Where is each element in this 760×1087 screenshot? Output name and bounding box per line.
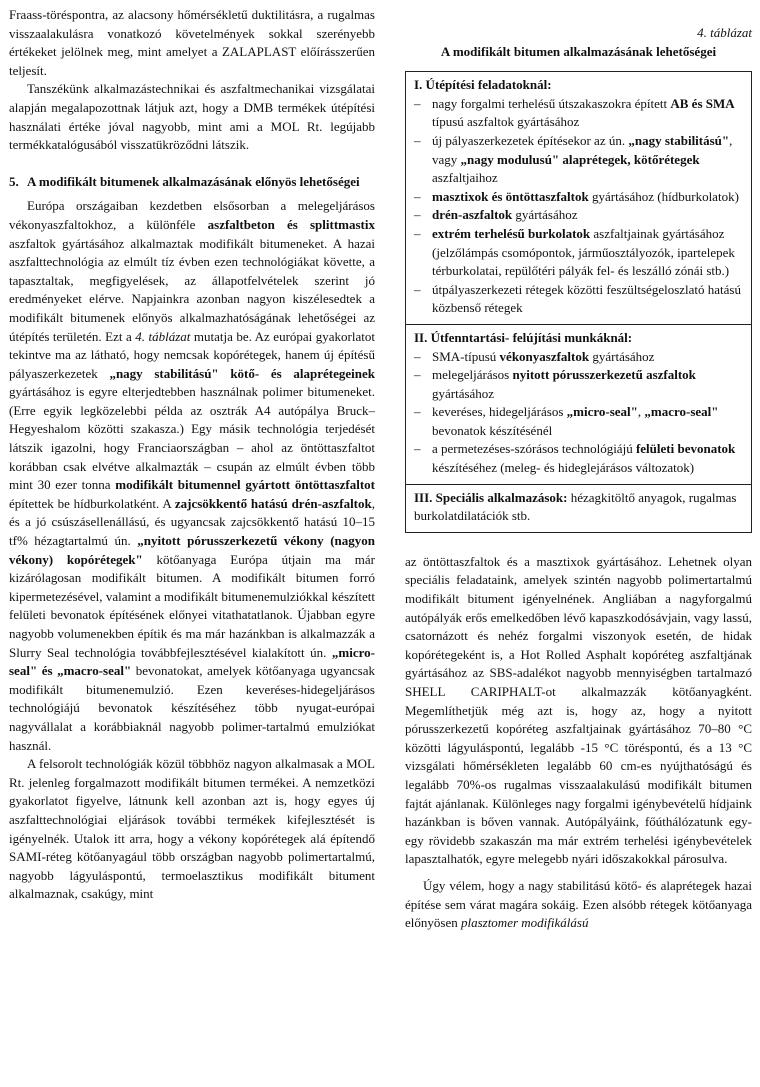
table-list-item: – keveréses, hidegeljárásos „micro-seal", „macro-seal" bevonatok készítésénél	[414, 404, 719, 438]
table-list-item: – a permetezéses-szórásos technológiájú felületi bevonatok készítéséhez (meleg- és hideglejárásos változatok)	[414, 441, 736, 476]
table-list-item: – melegeljárásos nyitott pórusszerkezetű aszfaltok gyártásához	[414, 367, 696, 401]
table-list-item: – extrém terhelésű burkolatok aszfaltjainak gyártásához (jelzőlámpás csomópontok, járműosztályozók, ipartelepek térburkolatai, repülőtéri pályák fel- és leszálló zónái stb.)	[414, 225, 735, 279]
left-column	[9, 6, 375, 904]
table-label: 4. táblázat	[697, 25, 752, 40]
paragraph: A felsorolt technológiák közül többhöz nagyon alkalmasak a MOL Rt. jelenleg forgalmazott modifikált bitumen termékei. A nemzetközi gyakorlatot figyelve, látnunk kell azonban azt is, hogy egyes új aszfalttechnológiai eljárások további termékek kifejlesztését is igényelnék. Utalok itt arra, hogy a vékony kopórétegek alá építendő SAMI-réteg kötőanyagául több országban nagyobb polimertartalmú, nagyobb lágyuláspontú, termoelasztikus modifikált bitument alkalmaznak, csakúgy, mint	[9, 756, 375, 902]
table-list-item: – SMA-típusú vékonyaszfaltok gyártásához	[414, 348, 655, 364]
table-section: III. Speciális alkalmazások: hézagkitöltő anyagok, rugalmas burkolatdilatációk stb.	[406, 484, 751, 532]
table-title: A modifikált bitumen alkalmazásának lehetőségei	[440, 43, 717, 59]
table-list-item: – útpályaszerkezeti rétegek közötti feszültségeloszlató hatású közbenső rétegek	[414, 281, 741, 316]
table-section	[406, 72, 751, 324]
section-heading	[9, 173, 375, 192]
paragraph: Európa országaiban kezdetben elsősorban a melegeljárásos vékonyaszfaltokhoz, a különféle aszfaltbeton és splittmastix aszfaltok gyártásához alkalmaztak modifikált bitumeneket. A hazai aszfalttechnológia az elmúlt tíz évben ezen technológiákat követte, a tapasztaltak, megfigyelések, az állapotfelvételek szerint jó eredményeket elérve. Napjainkra azonban nagyon kiszélesedtek a modifikált bitumenek előnyös alkalmazhatóságának lehetőségei az útépítés területén. Ezt a 4. táblázat mutatja be. Az európai gyakorlatot tekintve ma az látható, hogy nemcsak kopórétegek, hanem új építésű pályaszerkezetek „nagy stabilitású" kötő- és alaprétegeinek gyártásához is egyre elterjedtebben használnak polimer bitumeneket. (Erre egyik legközelebbi példa az osztrák A4 autópálya Bruck–Hegyeshalom közötti szakasza.) Egy másik technológia terjedését látszik igazolni, hogy Franciaországban – ahol az öntöttaszfaltot korábban csak elvétve alkalmazták – csupán az elmúlt évben több mint 30 ezer tonna modifikált bitumennel gyártott öntöttaszfaltot építettek be hídburkolatként. A zajcsökkentő hatású drén-aszfaltok, és a jó csúszásellenállású, és ugyancsak zajcsökkentő hatású 10–15 tf% hézagtartalmú ún. „nyitott pórusszerkezetű vékony (nagyon vékony) kopórétegek" kötőanyaga Európa útjain ma már kizárólagosan modifikált bitumen. A modifikált bitumen forró kipermetezésével, valamint a modifikált bitumenemulziókkal készített felületi bevonatok építésének előnyei vitathatatlanok. Újabban egyre nagyobb volumenekben építik és ma már hazánkban is alkalmazzák a Slurry Seal technológia továbbfejlesztésével kialakított ún. „micro-seal" és „macro-seal" bevonatokat, amelyek kötőanyaga ugyancsak modifikált bitumenemulzió. Ezen keveréses-hidegeljárásos technológiájú bevonatok készítéséhez több nyugat-európai nagyvállalat a korábbiaknál nagyobb polimer-tartalmú emulziókat használ.	[9, 198, 375, 753]
right-column	[405, 6, 752, 933]
paragraph: Úgy vélem, hogy a nagy stabilitású kötő- és alaprétegek hazai építése sem várat magára sokáig. Ezen alsóbb rétegek kötőanyaga előnyösen plasztomer modifikálású	[405, 877, 752, 931]
paragraph: Tanszékünk alkalmazástechnikai és aszfaltmechanikai vizsgálatai alapján megalapozottnak látjuk azt, hogy a DMB termékek útépítési használati értéke jóval nagyobb, mint ami a MOL Rt. legújabb termékkatalógusából visszatükröződni látszik.	[9, 81, 375, 153]
paragraph: az öntöttaszfaltok és a masztixok gyártásához. Lehetnek olyan speciális feladataink, amelyek szintén nagyobb polimertartalmú modifikált bitument igényelnének. Angliában a nagyforgalmú autópályák erős emelkedőben lévő kapaszkodósávjain, vagy lassú, csatornázott és nehéz forgalmi viszonyok esetén, de hidak kopórétegeként is, a Hot Rolled Asphalt kopóréteg aszfaltjának gyártásához az SBS-adalékot nagyobb mennyiségben tartalmazó SHELL CARIPHALT-ot alkalmazzák kötőanyagként. Megemlíthetjük még azt is, hogy az, hogy a nyitott pórusszerkezetű kopóréteg aszfaltjainak gyártásához 70–80 °C közötti lágyuláspontú, legalább -15 °C töréspontú, és a 13 °C vizsgálati hőmérsékleten legalább 60 cm-es nyújthatóságú és legalább 70%-os rugalmas visszaalakulású modifikált bitumen fajtát ajánlanak. Különleges nagy forgalmi igénybevételű hídjaink hazánkban is bőven vannak. Autópályáink, főúthálózatunk egy-egy rövidebb szakaszán ma már extrém terhelési igénybevételek lapasztalhatók, egyre melegebb nyári időszakokkal párosulva.	[405, 553, 752, 867]
section-title: A modifikált bitumenek alkalmazásának előnyös lehetőségei	[27, 173, 360, 189]
table-section	[406, 324, 751, 484]
paragraph: Fraass-töréspontra, az alacsony hőmérsékletű duktilitásra, a rugalmas visszaalakulásra vonatkozó követelmények sokkal szerényebb értékeket jelölnek meg, mint amelyet a ZALAPLAST előírásszerűen teljesít.	[9, 7, 375, 78]
table-section-title: III. Speciális alkalmazások:	[414, 489, 568, 505]
section-number: 5.	[9, 173, 19, 189]
table-list-item: – nagy forgalmi terhelésű útszakaszokra épített AB és SMA típusú aszfaltok gyártásához	[414, 95, 735, 130]
table-list-item: – masztixok és öntöttaszfaltok gyártásához (hídburkolatok)	[414, 188, 739, 204]
table-section-title: I. Útépítési feladatoknál:	[414, 77, 552, 93]
table-4	[405, 71, 752, 533]
table-list-item: – drén-aszfaltok gyártásához	[414, 207, 578, 223]
table-list-item: – új pályaszerkezetek építésekor az ún. „nagy stabilitású", vagy „nagy modulusú" alaprétegek, kötőrétegek aszfaltjaihoz	[414, 132, 733, 186]
table-section-title: II. Útfenntartási- felújítási munkáknál:	[414, 329, 633, 345]
